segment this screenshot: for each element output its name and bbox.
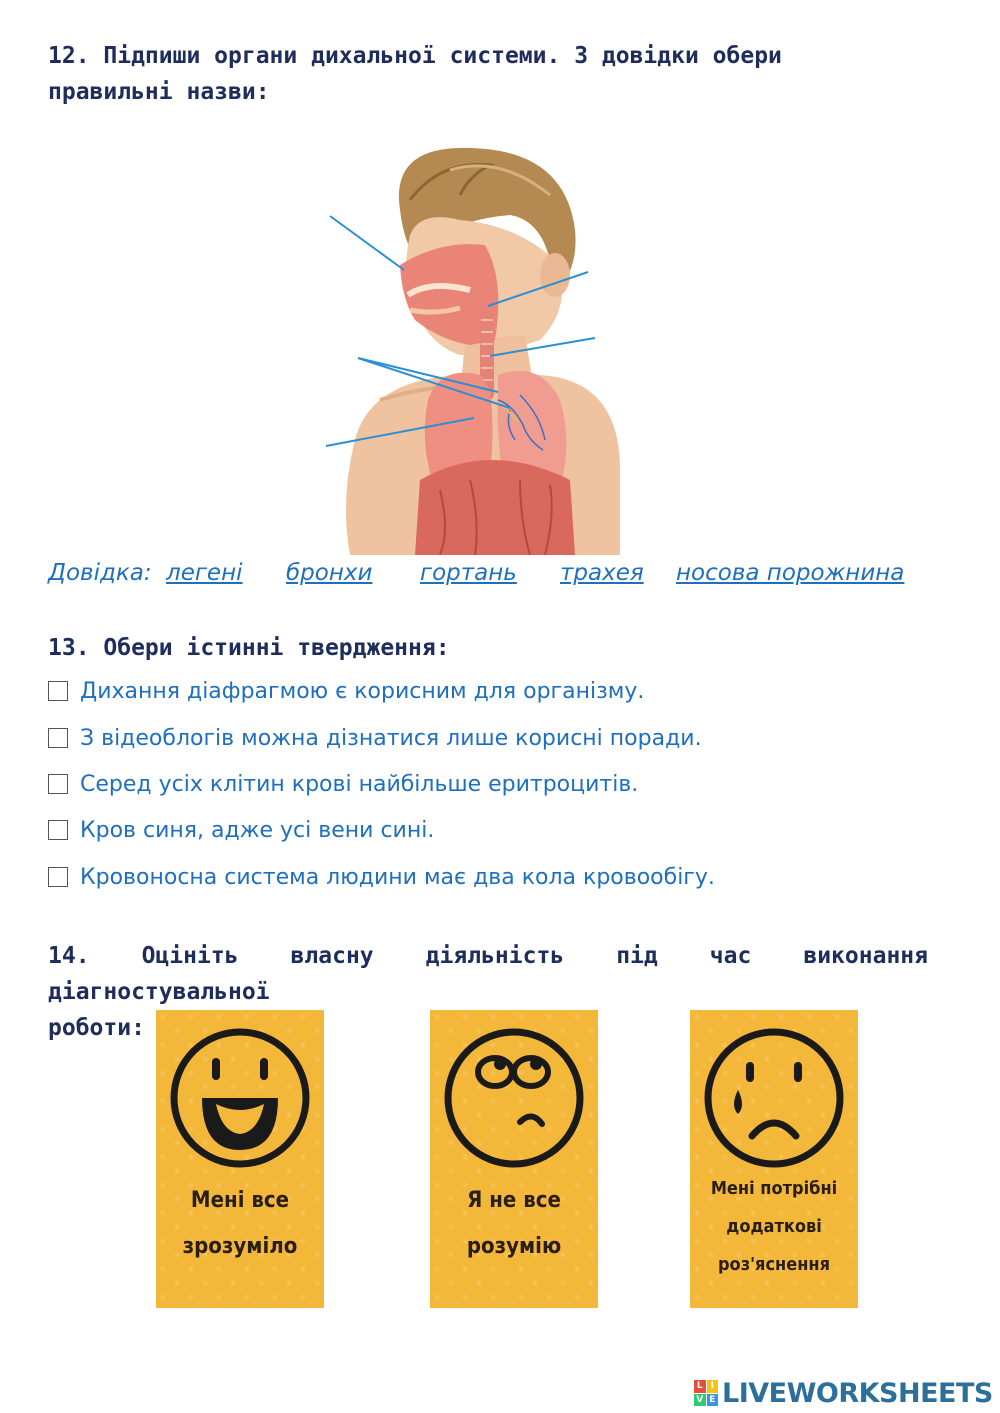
question-14-line1: 14. Оцініть власну діяльність під час виконання діагностувальної (48, 943, 928, 1005)
self-assessment-card-partly[interactable] (430, 1010, 598, 1308)
question-13-heading: 13. Обери істинні твердження: (48, 635, 450, 661)
card-understood-line2: зрозуміло (182, 1234, 298, 1259)
statement-2-checkbox[interactable] (48, 728, 68, 748)
statement-4-text: Кров синя, адже усі вени сині. (80, 817, 435, 843)
reference-word-trachea[interactable]: трахея (560, 560, 644, 586)
card-need-help-line3: роз'яснення (717, 1254, 831, 1275)
question-12-heading (48, 38, 848, 110)
logo-letter-v: V (694, 1394, 706, 1407)
statement-1[interactable] (48, 676, 644, 706)
self-assessment-card-need-help[interactable] (690, 1010, 858, 1308)
statement-5-checkbox[interactable] (48, 867, 68, 887)
happy-face-icon (166, 1024, 314, 1172)
statement-1-checkbox[interactable] (48, 681, 68, 701)
card-need-help-line1: Мені потрібні (710, 1178, 838, 1199)
reference-word-nasal-cavity[interactable]: носова порожнина (676, 560, 905, 586)
question-12-line2: правильні назви: (48, 79, 270, 105)
reference-word-lungs[interactable]: легені (166, 560, 243, 586)
card-need-help-line2: додаткові (726, 1216, 822, 1237)
statement-3[interactable] (48, 769, 638, 799)
logo-letter-e: E (707, 1394, 719, 1407)
reference-label: Довідка: (48, 560, 152, 586)
card-understood-label (160, 1178, 320, 1270)
self-assessment-card-understood[interactable] (156, 1010, 324, 1308)
statement-3-text: Серед усіх клітин крові найбільше еритроцитів. (80, 771, 639, 797)
reference-list (48, 560, 948, 590)
statement-2-text: З відеоблогів можна дізнатися лише корисні поради. (80, 725, 702, 751)
statement-1-text: Дихання діафрагмою є корисним для організму. (80, 678, 645, 704)
liveworksheets-brand[interactable] (694, 1378, 993, 1408)
question-12-line1: 12. Підпиши органи дихальної системи. З довідки обери (48, 43, 782, 69)
statement-5-text: Кровоносна система людини має два кола кровообігу. (80, 864, 715, 890)
sad-face-icon (700, 1024, 848, 1172)
logo-letter-i: I (707, 1380, 719, 1393)
card-partly-label (434, 1178, 594, 1270)
question-14-line2: роботи: (48, 1015, 145, 1041)
card-need-help-label (694, 1170, 854, 1284)
statement-2[interactable] (48, 723, 702, 753)
logo-letter-l: L (694, 1380, 706, 1393)
confused-face-icon (440, 1024, 588, 1172)
reference-word-larynx[interactable]: гортань (420, 560, 517, 586)
liveworksheets-logo-icon (694, 1380, 718, 1406)
statement-4[interactable] (48, 815, 434, 845)
statement-4-checkbox[interactable] (48, 820, 68, 840)
reference-word-bronchi[interactable]: бронхи (286, 560, 373, 586)
liveworksheets-text: LIVEWORKSHEETS (722, 1377, 993, 1409)
card-partly-line2: розумію (466, 1234, 562, 1259)
statement-5[interactable] (48, 862, 715, 892)
card-understood-line1: Мені все (190, 1188, 290, 1213)
statement-3-checkbox[interactable] (48, 774, 68, 794)
respiratory-system-illustration (320, 140, 620, 555)
card-partly-line1: Я не все (467, 1188, 561, 1213)
